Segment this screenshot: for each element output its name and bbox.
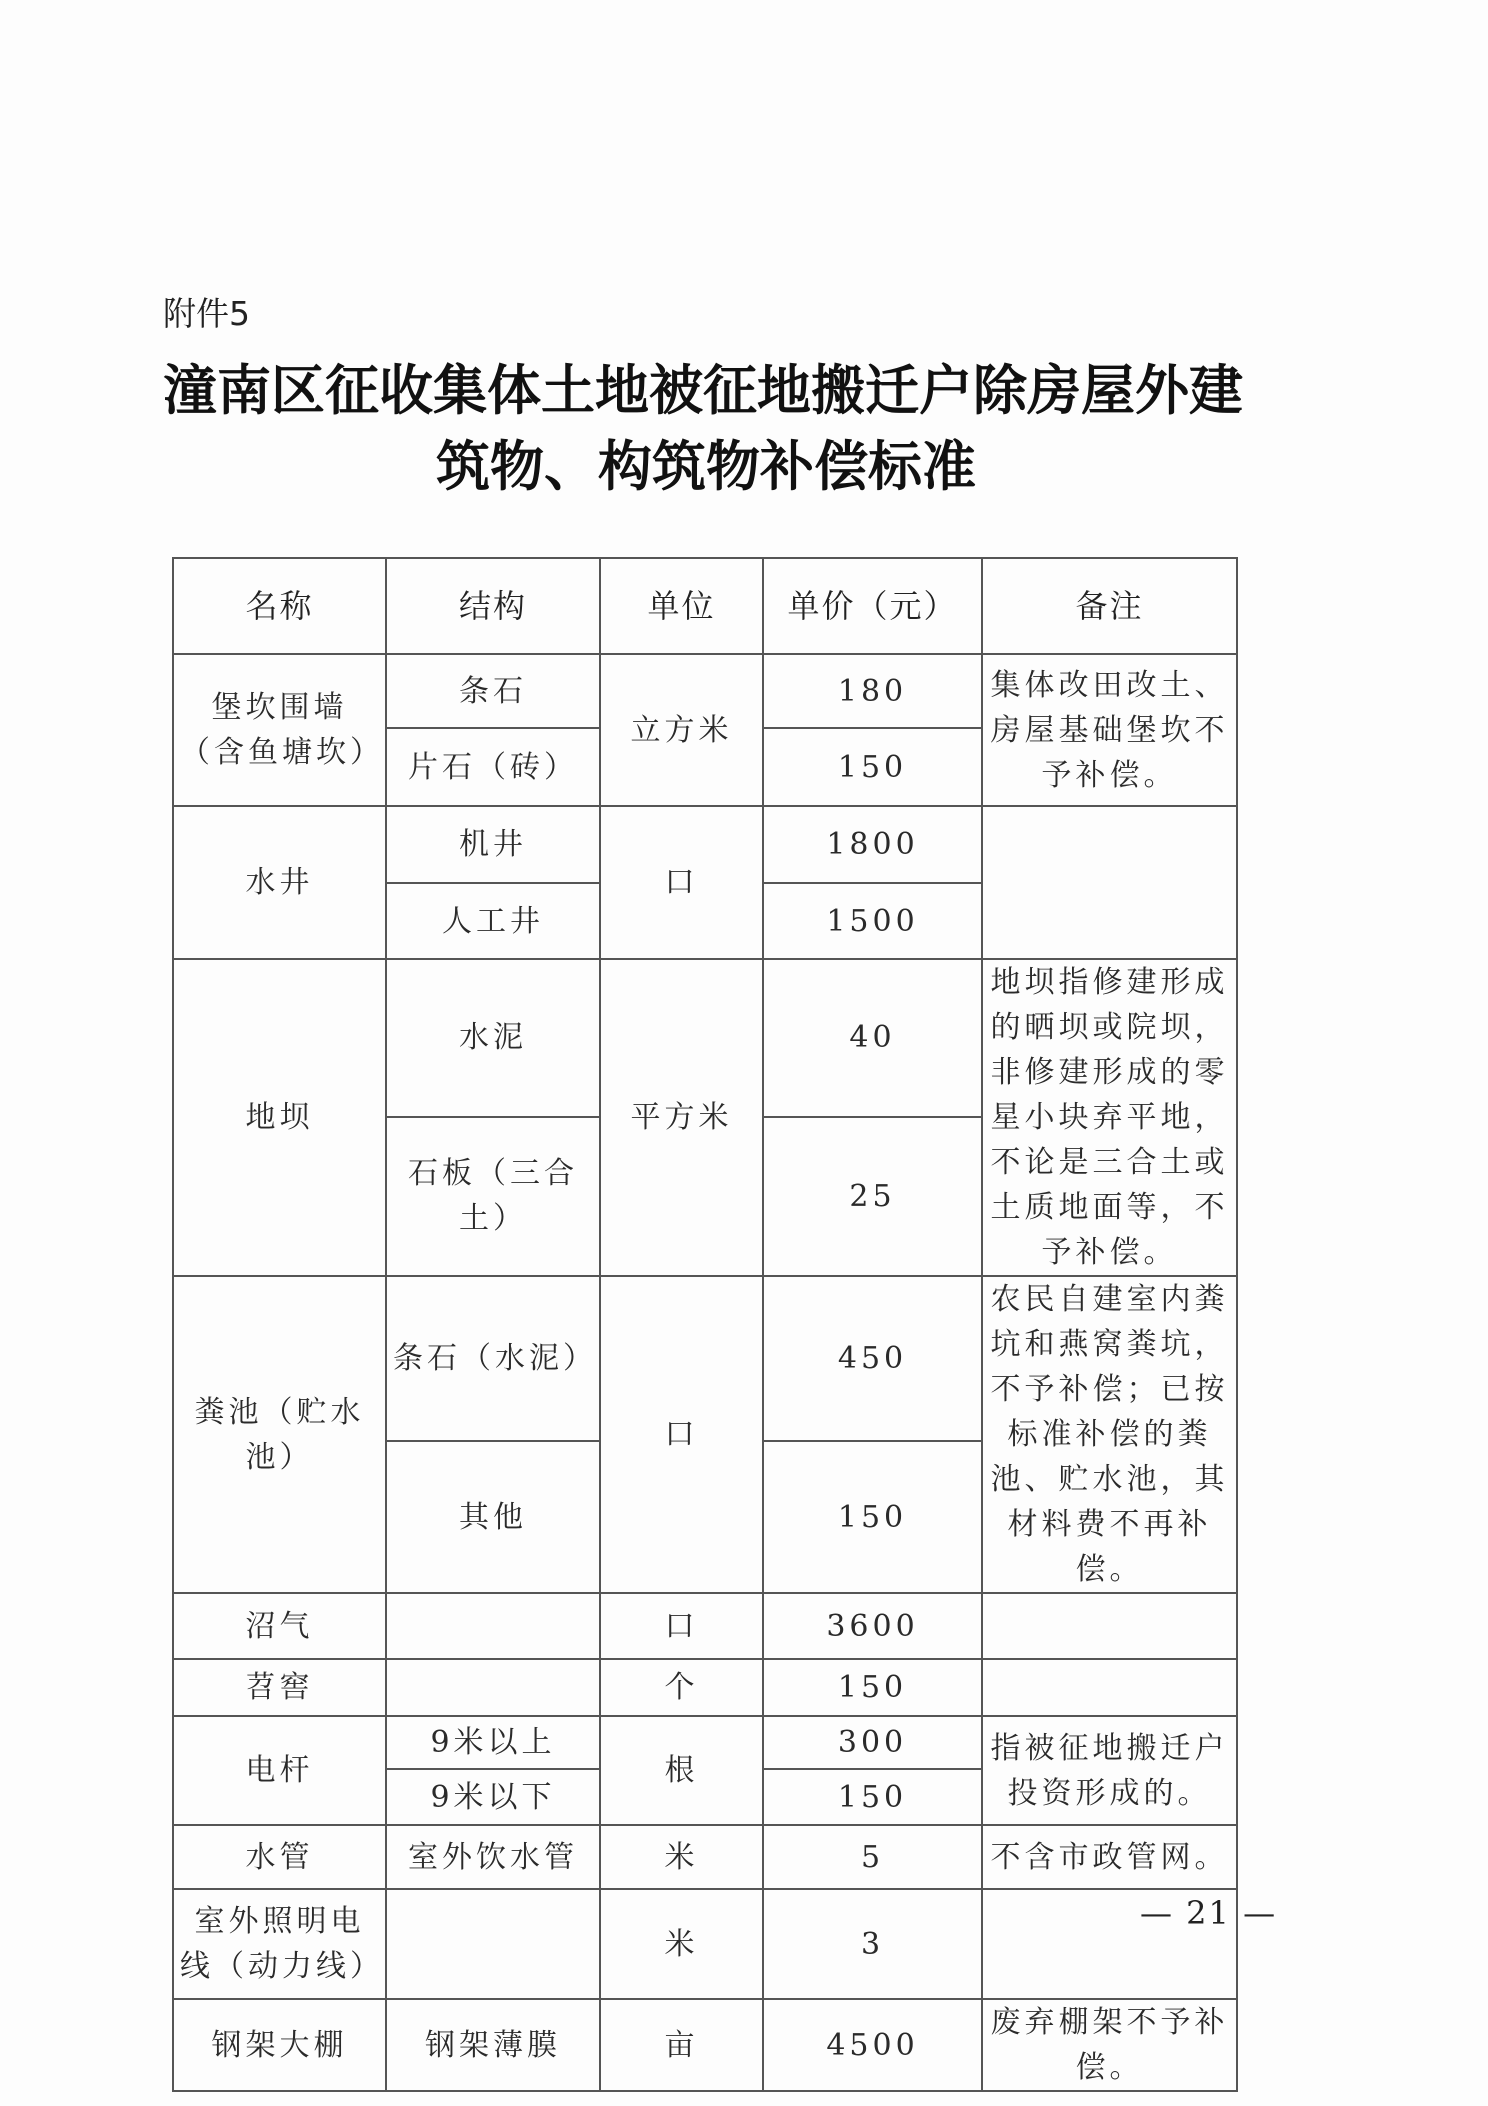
- cell-price: 4500: [763, 1999, 982, 2091]
- cell-price: 300: [763, 1716, 982, 1769]
- header-price: 单价（元）: [763, 558, 982, 654]
- cell-structure: 人工井: [386, 883, 600, 959]
- cell-unit: 口: [600, 806, 763, 959]
- cell-price: 3: [763, 1889, 982, 1999]
- cell-structure: 室外饮水管: [386, 1825, 600, 1889]
- cell-note: [982, 806, 1237, 959]
- cell-unit: 亩: [600, 1999, 763, 2091]
- cell-unit: 米: [600, 1825, 763, 1889]
- cell-price: 25: [763, 1117, 982, 1276]
- cell-name: 钢架大棚: [173, 1999, 386, 2091]
- cell-structure: 机井: [386, 806, 600, 883]
- cell-note: 农民自建室内粪坑和燕窝粪坑，不予补偿；已按标准补偿的粪池、贮水池，其材料费不再补偿。: [982, 1276, 1237, 1593]
- cell-note: 集体改田改土、房屋基础堡坎不予补偿。: [982, 654, 1237, 806]
- page-number: — 21 —: [1140, 1894, 1278, 1932]
- cell-unit: 个: [600, 1659, 763, 1716]
- cell-unit: 根: [600, 1716, 763, 1825]
- cell-name: 地坝: [173, 959, 386, 1276]
- cell-name: 水管: [173, 1825, 386, 1889]
- cell-structure: 其他: [386, 1441, 600, 1593]
- cell-price: 3600: [763, 1593, 982, 1659]
- page-title-line-2: 筑物、构筑物补偿标准: [436, 435, 976, 498]
- cell-structure: 钢架薄膜: [386, 1999, 600, 2091]
- cell-note: 指被征地搬迁户投资形成的。: [982, 1716, 1237, 1825]
- page-title-line-1: 潼南区征收集体土地被征地搬迁户除房屋外建: [163, 359, 1243, 422]
- cell-price: 1500: [763, 883, 982, 959]
- cell-name: 苕窖: [173, 1659, 386, 1716]
- header-row: [173, 558, 1237, 654]
- cell-note: 不含市政管网。: [982, 1825, 1237, 1889]
- cell-note: 废弃棚架不予补偿。: [982, 1999, 1237, 2091]
- cell-unit: 口: [600, 1276, 763, 1593]
- table-row: [173, 1716, 1237, 1769]
- table-row: [173, 959, 1237, 1117]
- table-row: [173, 1276, 1237, 1441]
- table-row: [173, 1889, 1237, 1999]
- table-row: [173, 1593, 1237, 1659]
- cell-name: 堡坎围墙（含鱼塘坎）: [173, 654, 386, 806]
- cell-name: 粪池（贮水池）: [173, 1276, 386, 1593]
- cell-price: 150: [763, 1769, 982, 1825]
- cell-structure: 条石: [386, 654, 600, 728]
- cell-price: 150: [763, 1441, 982, 1593]
- cell-structure: 9米以上: [386, 1716, 600, 1769]
- header-structure: 结构: [386, 558, 600, 654]
- header-name: 名称: [173, 558, 386, 654]
- cell-unit: 米: [600, 1889, 763, 1999]
- compensation-table: [172, 557, 1238, 2092]
- cell-unit: 立方米: [600, 654, 763, 806]
- cell-price: 40: [763, 959, 982, 1117]
- cell-name: 水井: [173, 806, 386, 959]
- cell-structure: [386, 1593, 600, 1659]
- cell-price: 180: [763, 654, 982, 728]
- cell-price: 150: [763, 728, 982, 806]
- cell-note: [982, 1659, 1237, 1716]
- attachment-label: 附件5: [163, 294, 250, 333]
- cell-structure: 片石（砖）: [386, 728, 600, 806]
- header-unit: 单位: [600, 558, 763, 654]
- cell-price: 5: [763, 1825, 982, 1889]
- table-row: [173, 1999, 1237, 2091]
- header-note: 备注: [982, 558, 1237, 654]
- cell-price: 150: [763, 1659, 982, 1716]
- cell-structure: 9米以下: [386, 1769, 600, 1825]
- table-row: [173, 654, 1237, 728]
- cell-price: 450: [763, 1276, 982, 1441]
- cell-unit: 平方米: [600, 959, 763, 1276]
- cell-structure: 石板（三合土）: [386, 1117, 600, 1276]
- table-row: [173, 806, 1237, 883]
- table-row: [173, 1825, 1237, 1889]
- cell-name: 沼气: [173, 1593, 386, 1659]
- cell-note: [982, 1593, 1237, 1659]
- cell-structure: 水泥: [386, 959, 600, 1117]
- cell-structure: 条石（水泥）: [386, 1276, 600, 1441]
- cell-name: 室外照明电线（动力线）: [173, 1889, 386, 1999]
- table-row: [173, 1659, 1237, 1716]
- cell-structure: [386, 1889, 600, 1999]
- cell-unit: 口: [600, 1593, 763, 1659]
- cell-name: 电杆: [173, 1716, 386, 1825]
- cell-note: 地坝指修建形成的晒坝或院坝，非修建形成的零星小块弃平地，不论是三合土或土质地面等，不予补偿。: [982, 959, 1237, 1276]
- cell-structure: [386, 1659, 600, 1716]
- cell-price: 1800: [763, 806, 982, 883]
